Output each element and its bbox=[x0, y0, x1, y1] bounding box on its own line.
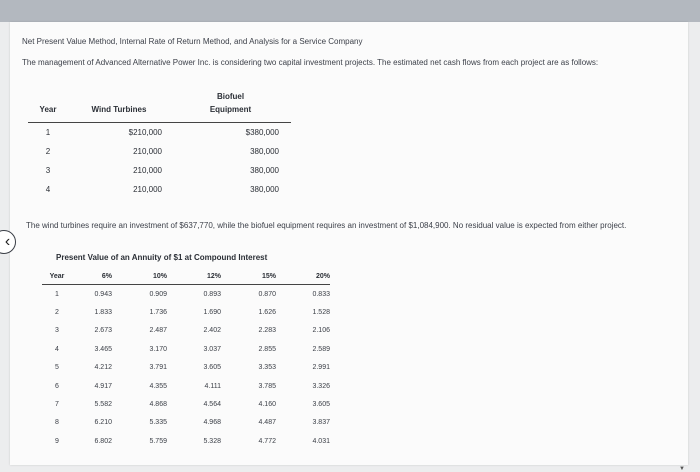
pv-10-cell: 1.736 bbox=[149, 309, 167, 317]
table-row bbox=[42, 322, 330, 340]
question-panel bbox=[10, 22, 688, 472]
pv-20-cell: 4.031 bbox=[312, 437, 330, 445]
pv-20-cell: 3.605 bbox=[312, 401, 330, 409]
pv-table-title: Present Value of an Annuity of $1 at Compound Interest bbox=[56, 253, 268, 262]
pv-6-cell: 1.833 bbox=[94, 309, 112, 317]
pv-20-cell: 2.991 bbox=[312, 364, 330, 372]
pv-15-cell: 0.870 bbox=[258, 290, 276, 298]
pv-header-year: Year bbox=[42, 268, 72, 285]
header-wind-turbines: Wind Turbines bbox=[68, 90, 170, 123]
pv-6-cell: 2.673 bbox=[94, 327, 112, 335]
pv-12-cell: 4.968 bbox=[203, 419, 221, 427]
header-year: Year bbox=[28, 90, 68, 123]
table-row bbox=[42, 340, 330, 358]
pv-10-cell: 2.487 bbox=[149, 327, 167, 335]
pv-20-cell: 3.837 bbox=[312, 419, 330, 427]
pv-12-cell: 4.111 bbox=[204, 382, 221, 390]
year-cell: 2 bbox=[45, 147, 51, 156]
table-row bbox=[42, 285, 330, 304]
pv-20-cell: 2.589 bbox=[312, 345, 330, 353]
header-biofuel-equipment: Biofuel Equipment bbox=[170, 90, 291, 123]
pv-20-cell: 1.528 bbox=[312, 309, 330, 317]
table-row bbox=[42, 395, 330, 413]
pv-20-cell: 0.833 bbox=[312, 290, 330, 298]
pv-10-cell: 3.170 bbox=[149, 345, 167, 353]
pv-15-cell: 4.487 bbox=[258, 419, 276, 427]
table-row bbox=[28, 123, 291, 143]
pv-header-20: 20% bbox=[276, 268, 330, 285]
investment-note: The wind turbines require an investment of $637,770, while the biofuel equipment requires an investment of $1,084,900. No residual value is expected from either project. bbox=[26, 221, 627, 230]
wind-cash-flow: 210,000 bbox=[133, 166, 162, 175]
pv-table-body bbox=[42, 285, 330, 451]
pv-10-cell: 0.909 bbox=[149, 290, 167, 298]
browser-top-bar bbox=[0, 0, 700, 22]
pv-15-cell: 2.855 bbox=[258, 345, 276, 353]
pv-12-cell: 3.037 bbox=[203, 345, 221, 353]
pv-year-cell: 5 bbox=[55, 364, 59, 372]
pv-10-cell: 4.355 bbox=[149, 382, 167, 390]
year-cell: 3 bbox=[45, 166, 51, 175]
pv-year-cell: 3 bbox=[55, 327, 59, 335]
pv-year-cell: 9 bbox=[55, 437, 59, 445]
pv-6-cell: 0.943 bbox=[94, 290, 112, 298]
pv-10-cell: 5.759 bbox=[149, 437, 167, 445]
pv-6-cell: 6.802 bbox=[94, 437, 112, 445]
pv-15-cell: 1.626 bbox=[258, 309, 276, 317]
pv-12-cell: 1.690 bbox=[203, 309, 221, 317]
pv-15-cell: 4.160 bbox=[258, 401, 276, 409]
pv-6-cell: 6.210 bbox=[94, 419, 112, 427]
pv-15-cell: 4.772 bbox=[258, 437, 276, 445]
chevron-left-icon[interactable]: ‹ bbox=[0, 230, 16, 254]
pv-year-cell: 7 bbox=[55, 401, 59, 409]
pv-20-cell: 2.106 bbox=[312, 327, 330, 335]
wind-cash-flow: 210,000 bbox=[133, 147, 162, 156]
pv-12-cell: 3.605 bbox=[203, 364, 221, 372]
pv-12-cell: 5.328 bbox=[203, 437, 221, 445]
pv-6-cell: 5.582 bbox=[94, 401, 112, 409]
pv-12-cell: 4.564 bbox=[203, 401, 221, 409]
pv-6-cell: 4.212 bbox=[94, 364, 112, 372]
table-row bbox=[28, 161, 291, 180]
pv-year-cell: 2 bbox=[55, 309, 59, 317]
pv-10-cell: 5.335 bbox=[149, 419, 167, 427]
pv-10-cell: 4.868 bbox=[149, 401, 167, 409]
pv-header-10: 10% bbox=[112, 268, 167, 285]
cash-flow-table bbox=[28, 90, 291, 199]
table-row bbox=[28, 142, 291, 161]
pv-year-cell: 8 bbox=[55, 419, 59, 427]
pv-header-6: 6% bbox=[72, 268, 112, 285]
table-row bbox=[42, 377, 330, 395]
year-cell: 1 bbox=[45, 128, 51, 137]
pv-12-cell: 0.893 bbox=[203, 290, 221, 298]
year-cell: 4 bbox=[45, 185, 51, 194]
biofuel-cash-flow: 380,000 bbox=[250, 185, 279, 194]
wind-cash-flow: 210,000 bbox=[133, 185, 162, 194]
pv-annuity-table bbox=[42, 268, 330, 451]
pv-year-cell: 4 bbox=[55, 345, 59, 353]
pv-header-15: 15% bbox=[221, 268, 276, 285]
intro-text: The management of Advanced Alternative Power Inc. is considering two capital investment projects. The estimated net cash flows from each project are as follows: bbox=[22, 58, 599, 67]
biofuel-cash-flow: 380,000 bbox=[250, 147, 279, 156]
pv-15-cell: 3.785 bbox=[258, 382, 276, 390]
table-row bbox=[42, 432, 330, 450]
table-row bbox=[42, 303, 330, 321]
pv-year-cell: 6 bbox=[55, 382, 59, 390]
scroll-down-arrow-icon[interactable]: ▼ bbox=[679, 466, 685, 472]
table-row bbox=[42, 414, 330, 432]
biofuel-cash-flow: $380,000 bbox=[245, 128, 279, 137]
wind-cash-flow: $210,000 bbox=[128, 128, 162, 137]
table-row bbox=[28, 180, 291, 199]
pv-15-cell: 3.353 bbox=[258, 364, 276, 372]
question-title: Net Present Value Method, Internal Rate of Return Method, and Analysis for a Service Company bbox=[22, 37, 363, 46]
pv-year-cell: 1 bbox=[55, 290, 59, 298]
pv-20-cell: 3.326 bbox=[312, 382, 330, 390]
pv-12-cell: 2.402 bbox=[203, 327, 221, 335]
pv-6-cell: 4.917 bbox=[94, 382, 112, 390]
pv-15-cell: 2.283 bbox=[258, 327, 276, 335]
pv-6-cell: 3.465 bbox=[94, 345, 112, 353]
pv-10-cell: 3.791 bbox=[149, 364, 167, 372]
pv-header-12: 12% bbox=[167, 268, 221, 285]
table-row bbox=[42, 359, 330, 377]
biofuel-cash-flow: 380,000 bbox=[250, 166, 279, 175]
